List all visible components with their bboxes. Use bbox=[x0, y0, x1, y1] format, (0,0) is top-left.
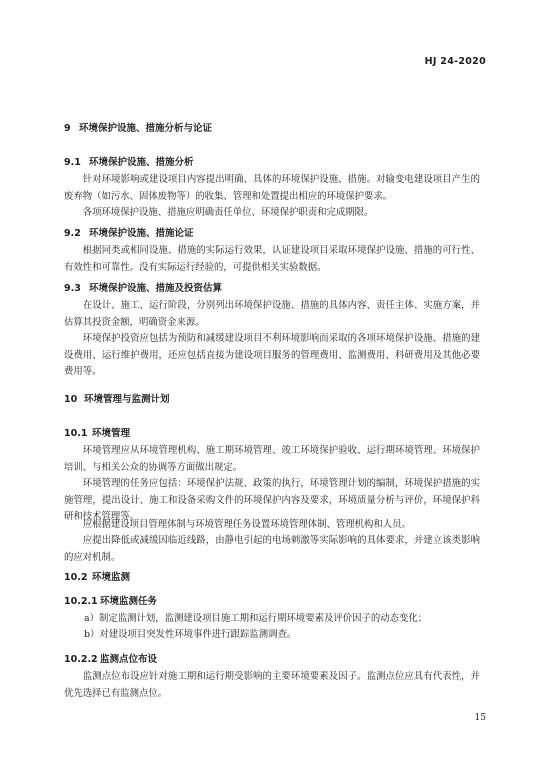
section-10-heading bbox=[64, 391, 170, 405]
section-number: 10.2.2 bbox=[64, 654, 98, 665]
section-number: 10 bbox=[64, 394, 78, 405]
section-title: 环境监测 bbox=[92, 572, 131, 583]
section-10-2-2-heading bbox=[64, 651, 157, 665]
paragraph: 环境保护投资应包括为预防和减缓建设项目不利环境影响而采取的各项环境保护设施、措施的建设费用、运行维护费用，还应包括直接为建设项目服务的管理费用、监测费用、科研费用及其他必要费用等。 bbox=[64, 333, 480, 377]
section-number: 9.3 bbox=[64, 283, 81, 294]
paragraph: 环境管理应从环境管理机构、施工期环境管理、竣工环境保护验收、运行期环境管理、环境保护培训、与相关公众的协调等方面做出规定。 bbox=[64, 445, 480, 473]
section-number: 10.2 bbox=[64, 572, 88, 583]
page-number: 15 bbox=[474, 713, 486, 723]
list-item: a）制定监测计划，监测建设项目施工期和运行期环境要素及评价因子的动态变化； bbox=[84, 613, 428, 624]
section-number: 10.1 bbox=[64, 428, 88, 439]
section-9-1-heading bbox=[64, 154, 194, 168]
section-9-3-heading bbox=[64, 280, 222, 294]
paragraph: 应提出降低或减缓因临近线路，由静电引起的电场刺激等实际影响的具体要求，并建立该类影响的应对机制。 bbox=[64, 535, 480, 563]
section-number: 10.2.1 bbox=[64, 596, 98, 607]
section-title: 环境保护设施、措施分析与论证 bbox=[79, 123, 213, 134]
section-title: 环境保护设施、措施论证 bbox=[89, 228, 194, 239]
section-10-2-1-heading bbox=[64, 593, 157, 607]
paragraph: 各项环境保护设施、措施应明确责任单位、环境保护职责和完成期限。 bbox=[82, 207, 374, 218]
section-title: 环境监测任务 bbox=[100, 596, 158, 607]
paragraph: 针对环境影响或建设项目内容提出明确、具体的环境保护设施、措施。对输变电建设项目产生的废弃物（如污水、固体废物等）的收集、管理和处置提出相应的环境保护要求。 bbox=[64, 174, 480, 202]
paragraph: 根据同类或相同设施、措施的实际运行效果，认证建设项目采取环境保护设施、措施的可行性、有效性和可靠性。没有实际运行经验的，可提供相关实验数据。 bbox=[64, 245, 480, 273]
list-item: b）对建设项目突发性环境事件进行跟踪监测调查。 bbox=[84, 629, 297, 640]
section-10-2-heading bbox=[64, 569, 130, 583]
section-title: 环境管理 bbox=[92, 428, 131, 439]
paragraph: 监测点位布设应针对施工期和运行期受影响的主要环境要素及因子。监测点位应具有代表性，并优先选择已有监测点位。 bbox=[64, 671, 480, 699]
section-title: 监测点位布设 bbox=[100, 654, 158, 665]
paragraph: 在设计、施工、运行阶段，分别列出环境保护设施、措施的具体内容、责任主体、实施方案，并估算其投资金额，明确资金来源。 bbox=[64, 300, 480, 328]
standard-code: HJ 24-2020 bbox=[424, 56, 486, 67]
section-number: 9.1 bbox=[64, 157, 81, 168]
section-title: 环境管理与监测计划 bbox=[84, 394, 170, 405]
section-title: 环境保护设施、措施及投资估算 bbox=[89, 283, 223, 294]
section-9-2-heading bbox=[64, 225, 194, 239]
section-number: 9.2 bbox=[64, 228, 81, 239]
section-10-1-heading bbox=[64, 425, 130, 439]
section-title: 环境保护设施、措施分析 bbox=[89, 157, 194, 168]
section-number: 9 bbox=[64, 123, 71, 134]
paragraph: 环境管理的任务应包括：环境保护法规、政策的执行，环境管理计划的编制，环境保护措施的实施管理，提出设计、施工和设备采购文件的环境保护内容及要求，环境质量分析与评价，环境保护科研和技术管理等。 bbox=[64, 478, 480, 522]
section-9-heading bbox=[64, 120, 212, 134]
paragraph: 应根据建设项目管理体制与环境管理任务设置环境管理体制、管理机构和人员。 bbox=[82, 519, 411, 530]
